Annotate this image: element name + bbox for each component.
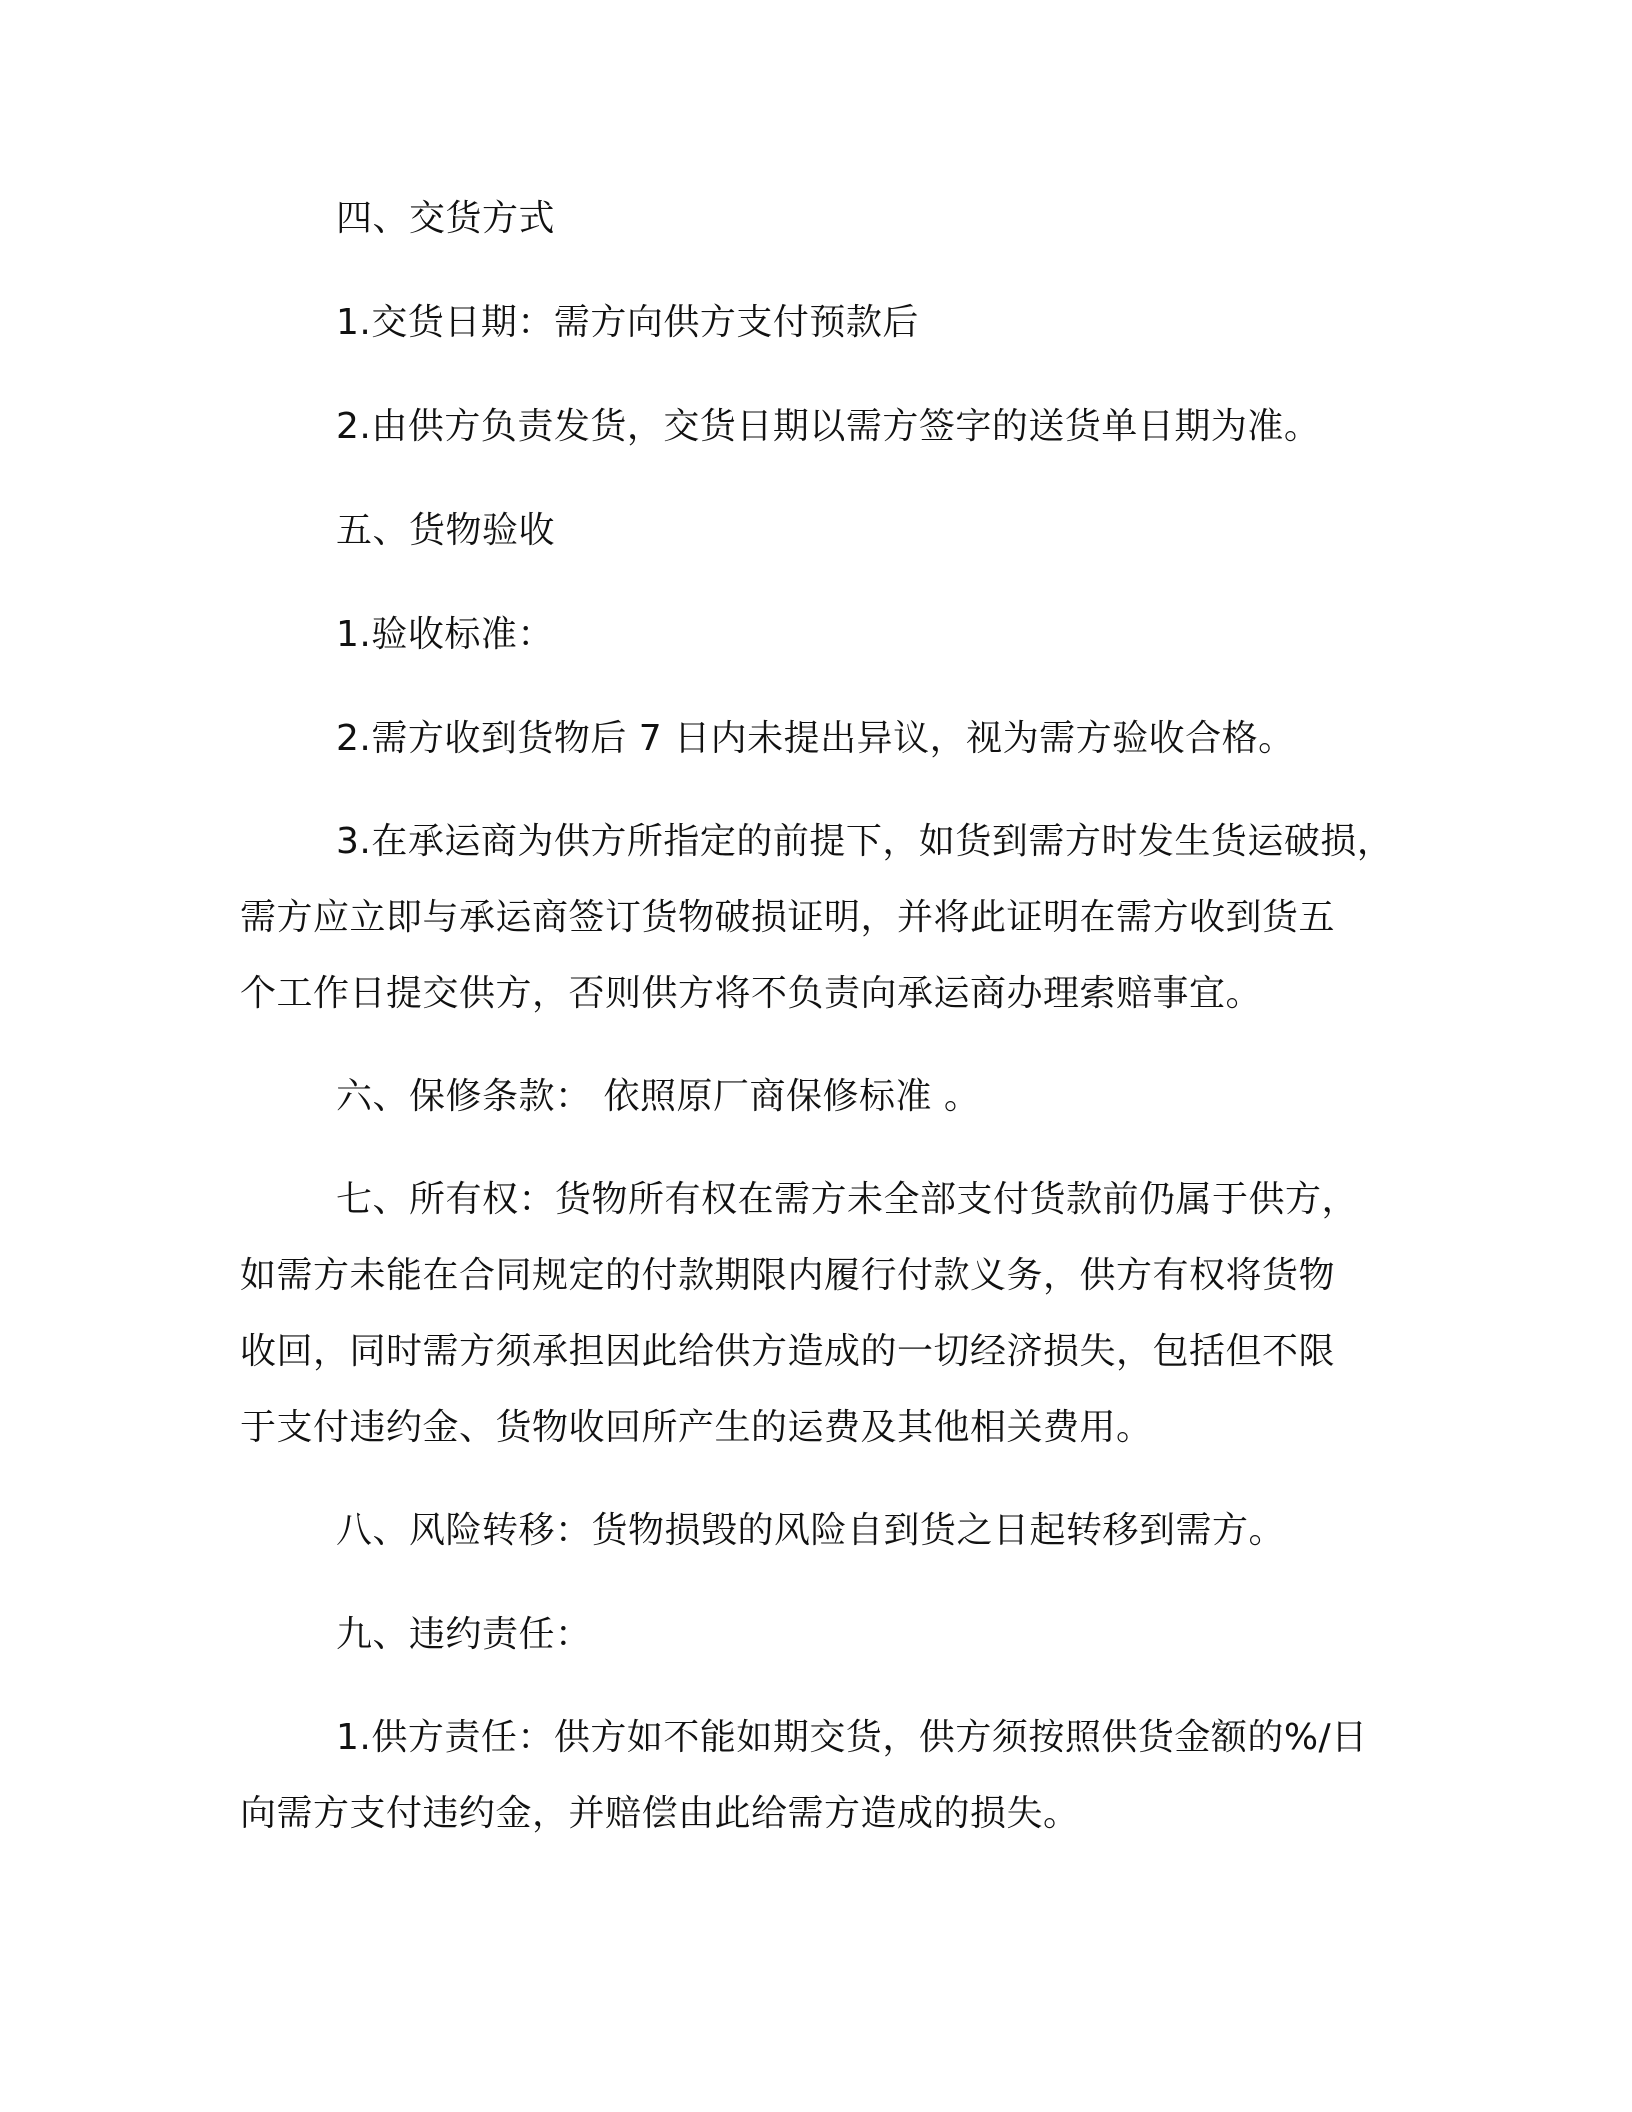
- section-6-warranty: 六、保修条款： 依照原厂商保修标准 。: [336, 1076, 981, 1117]
- clause-9-1-line-2: 向需方支付违约金，并赔偿由此给需方造成的损失。: [240, 1793, 1080, 1834]
- section-7-line-4: 于支付违约金、货物收回所产生的运费及其他相关费用。: [240, 1407, 1153, 1448]
- section-7-ownership: [240, 1162, 1390, 1466]
- clause-5-3-line-2: 需方应立即与承运商签订货物破损证明，并将此证明在需方收到货五: [240, 897, 1336, 938]
- clause-5-1: 1.验收标准：: [336, 614, 554, 655]
- section-7-line-2: 如需方未能在合同规定的付款期限内履行付款义务，供方有权将货物: [240, 1255, 1336, 1296]
- clause-4-2: 2.由供方负责发货，交货日期以需方签字的送货单日期为准。: [336, 406, 1321, 447]
- clause-5-3: [240, 804, 1394, 1032]
- section-9-heading: 九、违约责任：: [336, 1614, 592, 1655]
- document-body: [240, 180, 1394, 1852]
- clause-4-1: 1.交货日期：需方向供方支付预款后: [336, 302, 919, 343]
- clause-9-1: [240, 1700, 1390, 1852]
- section-8-risk-transfer: 八、风险转移：货物损毁的风险自到货之日起转移到需方。: [336, 1510, 1286, 1551]
- clause-9-1-line-1: 1.供方责任：供方如不能如期交货，供方须按照供货金额的%/日: [336, 1717, 1368, 1758]
- clause-5-3-line-3: 个工作日提交供方，否则供方将不负责向承运商办理索赔事宜。: [240, 973, 1263, 1014]
- section-5-heading: 五、货物验收: [336, 510, 556, 551]
- section-4-heading: 四、交货方式: [336, 198, 556, 239]
- clause-5-3-line-1: 3.在承运商为供方所指定的前提下，如货到需方时发生货运破损，: [336, 821, 1394, 862]
- section-7-line-3: 收回，同时需方须承担因此给供方造成的一切经济损失，包括但不限: [240, 1331, 1336, 1372]
- clause-5-2: 2.需方收到货物后 7 日内未提出异议，视为需方验收合格。: [336, 718, 1295, 759]
- section-7-line-1: 七、所有权：货物所有权在需方未全部支付货款前仍属于供方，: [336, 1179, 1359, 1220]
